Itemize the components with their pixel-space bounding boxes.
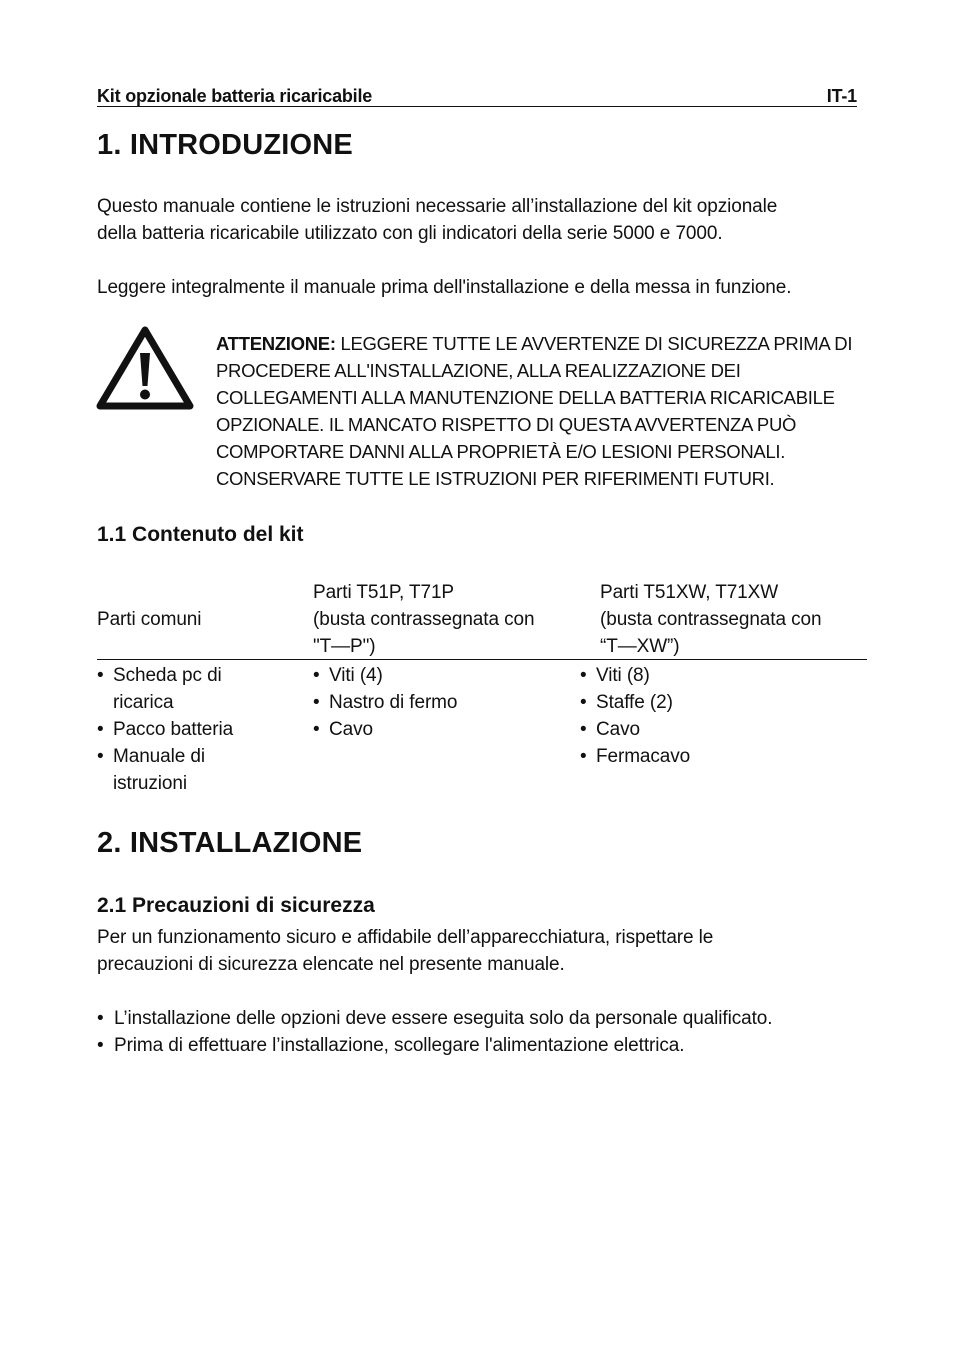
header-line: Parti comuni: [97, 609, 202, 630]
list-item: • L’installazione delle opzioni deve essere eseguita solo da personale qualificato.: [97, 1005, 877, 1032]
list-item: • Cavo: [580, 716, 690, 743]
warning-line-5: COMPORTARE DANNI ALLA PROPRIETÀ E/O LESIONI PERSONALI.: [216, 441, 786, 462]
section-2-heading: 2. INSTALLAZIONE: [97, 827, 363, 859]
warning-line-6: CONSERVARE TUTTE LE ISTRUZIONI PER RIFERIMENTI FUTURI.: [216, 468, 775, 489]
header-line: Parti T51P, T71P: [313, 582, 454, 603]
column-header-t-p: [313, 579, 534, 660]
read-manual-paragraph: Leggere integralmente il manuale prima dell'installazione e della messa in funzione.: [97, 277, 792, 298]
list-item: • Prima di effettuare l’installazione, scollegare l'alimentazione elettrica.: [97, 1032, 877, 1059]
warning-line-2: PROCEDERE ALL'INSTALLAZIONE, ALLA REALIZZAZIONE DEI: [216, 360, 741, 381]
warning-line-4: OPZIONALE. IL MANCATO RISPETTO DI QUESTA AVVERTENZA PUÒ: [216, 414, 797, 435]
column-t-p-items: [313, 662, 457, 743]
intro-line-2: della batteria ricaricabile utilizzato con gli indicatori della serie 5000 e 7000.: [97, 223, 723, 244]
safety-line-2: precauzioni di sicurezza elencate nel presente manuale.: [97, 954, 565, 975]
safety-paragraph: [97, 924, 867, 978]
section-1-heading: 1. INTRODUZIONE: [97, 129, 353, 161]
section-1-1-heading: 1.1 Contenuto del kit: [97, 523, 304, 546]
list-item: • Scheda pc di ricarica: [97, 662, 233, 716]
warning-text: [216, 330, 876, 492]
warning-label: ATTENZIONE:: [216, 333, 336, 354]
intro-line-1: Questo manuale contiene le istruzioni necessarie all’installazione del kit opzionale: [97, 196, 778, 217]
header-line: (busta contrassegnata con: [313, 609, 535, 630]
header-line: "T—P"): [313, 636, 376, 657]
column-t-xw-items: [580, 662, 690, 770]
header-line: Parti T51XW, T71XW: [600, 582, 779, 603]
section-2-1-heading: 2.1 Precauzioni di sicurezza: [97, 894, 375, 917]
list-item: • Manuale di istruzioni: [97, 743, 233, 797]
header-line: “T—XW”): [600, 636, 680, 657]
kit-contents-table: [97, 579, 867, 794]
warning-line-3: COLLEGAMENTI ALLA MANUTENZIONE DELLA BATTERIA RICARICABILE: [216, 387, 835, 408]
warning-triangle-icon: [96, 326, 194, 412]
list-item: • Viti (4): [313, 662, 457, 689]
warning-line-1: LEGGERE TUTTE LE AVVERTENZE DI SICUREZZA PRIMA DI: [340, 333, 853, 354]
intro-paragraph: [97, 193, 867, 247]
column-common-items: [97, 662, 233, 797]
table-header-row: [97, 579, 867, 660]
column-header-t-xw: [600, 579, 821, 660]
list-item: • Viti (8): [580, 662, 690, 689]
list-item: • Pacco batteria: [97, 716, 233, 743]
list-item: • Staffe (2): [580, 689, 690, 716]
list-item: • Fermacavo: [580, 743, 690, 770]
safety-line-1: Per un funzionamento sicuro e affidabile dell’apparecchiatura, rispettare le: [97, 927, 714, 948]
page-header: [97, 84, 857, 107]
list-item: • Cavo: [313, 716, 457, 743]
safety-bullet-list: [97, 1005, 877, 1059]
header-title: Kit opzionale batteria ricaricabile: [97, 86, 373, 106]
header-page-number: IT-1: [826, 86, 857, 106]
list-item: • Nastro di fermo: [313, 689, 457, 716]
header-line: (busta contrassegnata con: [600, 609, 822, 630]
column-header-common: [97, 606, 201, 633]
